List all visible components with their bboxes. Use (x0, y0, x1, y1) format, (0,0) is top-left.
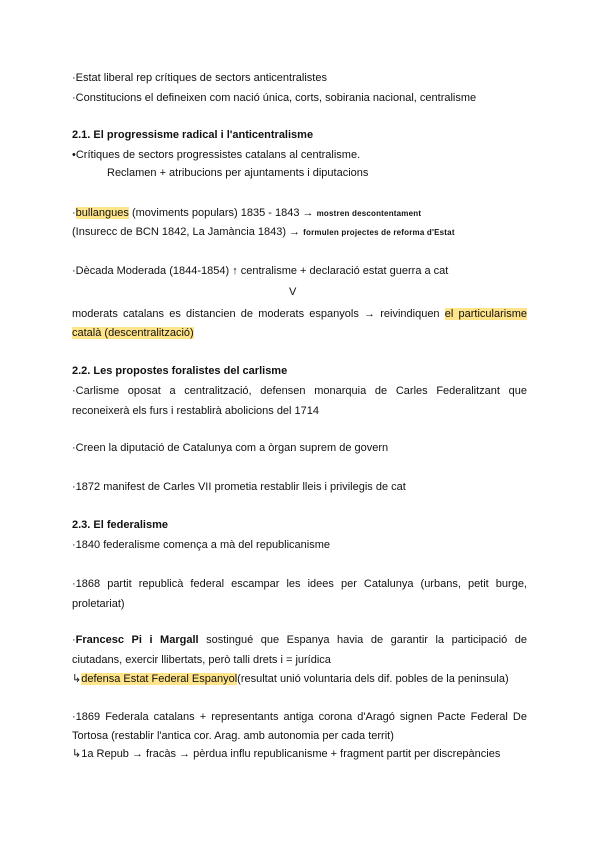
small-caps-note: formulen projectes de reforma d'Estat (303, 228, 455, 237)
line-pi-margall (72, 633, 527, 647)
line-moderats (72, 307, 527, 321)
line-ciutadans: ciutadans, exercir llibertats, però talli drets i = jurídica (72, 654, 331, 666)
line-carlisme: ·Carlisme oposat a centralització, defensen monarquia de Carles Federalitzant que (72, 385, 527, 397)
bullet: · (72, 207, 76, 219)
line-manifest-1872: ·1872 manifest de Carles VII prometia restablir lleis i privilegis de cat (72, 481, 406, 493)
heading-federalisme: 2.3. El federalisme (72, 519, 168, 531)
heading-carlisme: 2.2. Les propostes foralistes del carlisme (72, 365, 288, 377)
line-diputacio: ·Creen la diputació de Catalunya com a òrgan suprem de govern (72, 442, 389, 454)
line-reclamen: Reclamen + atribucions per ajuntaments i diputacions (107, 167, 369, 179)
line-decada-moderada: ·Dècada Moderada (1844-1854) ↑ centralisme + declaració estat guerra a cat (72, 265, 449, 277)
line-furs: reconeixerà els furs i restablirà abolicions del 1714 (72, 405, 320, 417)
arrow-down-mark: V (289, 286, 297, 298)
bold-name: Francesc Pi i Margall (75, 634, 199, 646)
text: (resultat unió voluntaria dels dif. pobles de la peninsula) (237, 673, 509, 685)
highlight-particularisme: el particularisme (444, 308, 527, 320)
line-estat-federal (72, 672, 509, 686)
line-1a-repub: ↳1a Repub → fracàs → pèrdua influ republicanisme + fragment partit per discrepàncies (72, 748, 501, 760)
bullet: · (72, 634, 76, 646)
line-1869: ·1869 Federala catalans + representants antiga corona d'Aragó signen Pacte Federal De (72, 711, 527, 723)
line-critiques: •Crítiques de sectors progressistes catalans al centralisme. (72, 149, 361, 161)
heading-progressisme: 2.1. El progressisme radical i l'anticentralisme (72, 129, 314, 141)
line-bullangues (72, 206, 421, 221)
line-1868: ·1868 partit republicà federal escampar les idees per Catalunya (urbans, petit burge, (72, 578, 527, 590)
line-proletariat: proletariat) (72, 598, 125, 610)
line-constitucions: ·Constitucions el defineixen com nació única, corts, sobirania nacional, centralisme (72, 92, 477, 104)
line-1840: ·1840 federalisme comença a mà del republicanisme (72, 539, 331, 551)
highlight-descentralitzacio: català (descentralització) (72, 327, 194, 339)
line-descentralitzacio (72, 326, 194, 340)
arrow-mark: ↳ (72, 673, 82, 685)
text: moderats catalans es distancien de moderats espanyols → reivindiquen (72, 308, 445, 320)
line-estat-liberal: ·Estat liberal rep crítiques de sectors anticentralistes (72, 72, 327, 84)
small-caps-note: mostren descontentament (316, 209, 422, 218)
line-tortosa: Tortosa (restablir l'antica cor. Arag. amb autonomia per cada territ) (72, 730, 394, 742)
line-insurecc (72, 225, 455, 240)
highlight-estat-federal: defensa Estat Federal Espanyol (81, 673, 238, 685)
text: (Insurecc de BCN 1842, La Jamància 1843) → (72, 226, 304, 238)
highlight-bullangues: bullangues (75, 207, 129, 219)
text: (moviments populars) 1835 - 1843 → (128, 207, 317, 219)
text: sostingué que Espanya havia de garantir la participació de (198, 634, 527, 646)
